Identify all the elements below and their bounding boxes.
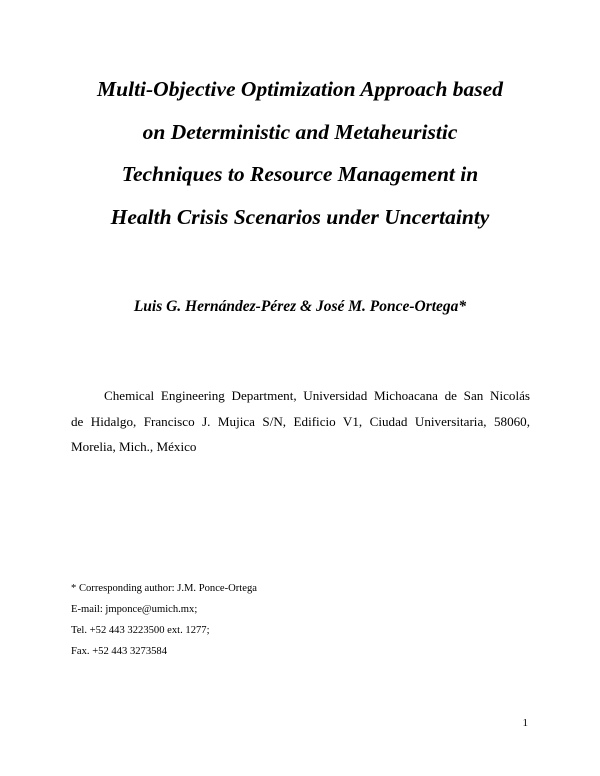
title-line: Multi-Objective Optimization Approach based [97, 77, 503, 101]
title-line: Techniques to Resource Management in [121, 162, 479, 186]
title-line: Health Crisis Scenarios under Uncertainty [110, 204, 490, 229]
email-line: E-mail: jmponce@umich.mx; [71, 604, 198, 615]
paper-title [40, 68, 560, 238]
affiliation-line: Chemical Engineering Department, Universidad Michoacana de San Nicolás [104, 388, 530, 403]
affiliation-line: Morelia, Mich., México [71, 439, 197, 454]
title-line: on Deterministic and Metaheuristic [142, 119, 458, 144]
affiliation [71, 383, 530, 460]
fax-line: Fax. +52 443 3273584 [71, 646, 168, 657]
contact-block [71, 578, 257, 662]
page-number: 1 [522, 717, 528, 729]
corresponding-author: * Corresponding author: J.M. Ponce-Ortega [71, 583, 257, 594]
telephone-line: Tel. +52 443 3223500 ext. 1277; [71, 625, 210, 636]
affiliation-line: de Hidalgo, Francisco J. Mujica S/N, Edificio V1, Ciudad Universitaria, 58060, [71, 413, 530, 429]
author-list: Luis G. Hernández-Pérez & José M. Ponce-Ortega* [133, 298, 467, 315]
